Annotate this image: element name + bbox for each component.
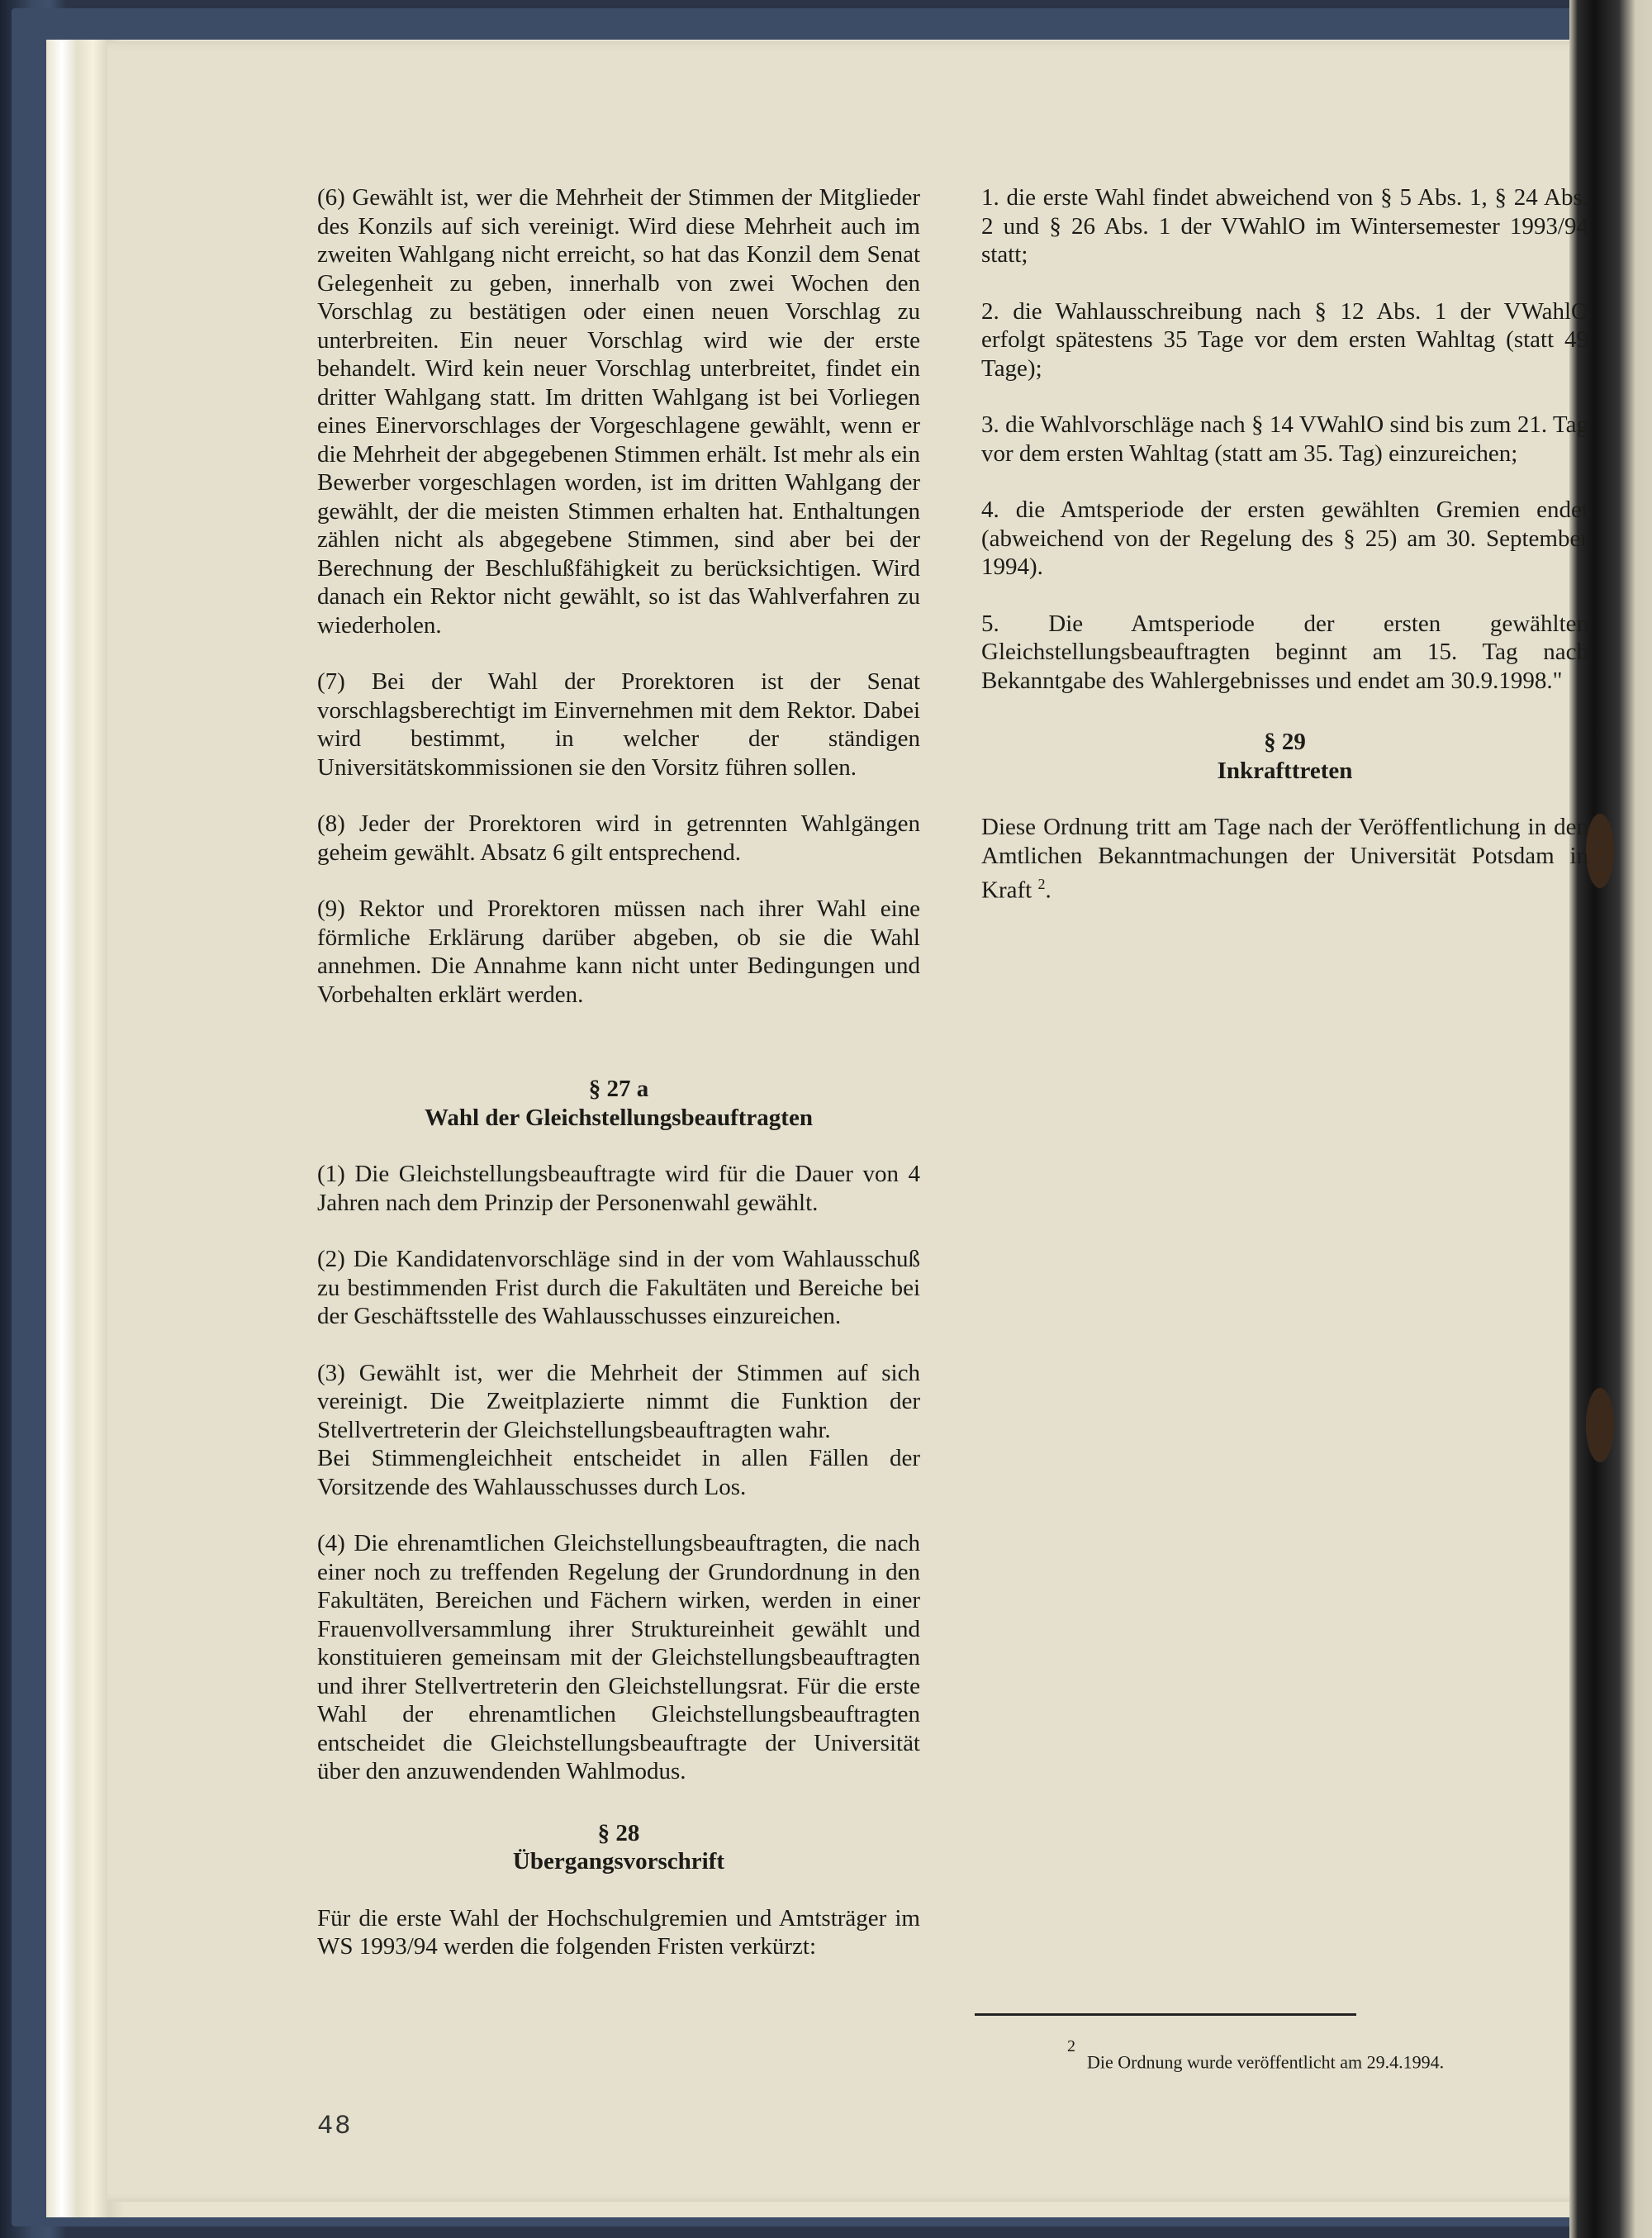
section-27a-paragraph-2: (2) Die Kandidatenvorschläge sind in der vom Wahlausschuß zu bestimmenden Frist durch die Fakultäten und Bereiche bei der Geschäftsstelle des Wahlausschusses einzureichen. xyxy=(317,1246,920,1329)
list-item-2: 2. die Wahlausschreibung nach § 12 Abs. 1 der VWahlO erfolgt spätestens 35 Tage vor dem ersten Wahltag (statt 49 Tage); xyxy=(981,297,1588,382)
list-item-3: 3. die Wahlvorschläge nach § 14 VWahlO sind bis zum 21. Tag vor dem ersten Wahltag (statt am 35. Tag) einzureichen; xyxy=(981,411,1588,467)
page-number: 48 xyxy=(317,2111,353,2141)
section-28-number: § 28 xyxy=(597,1819,640,1846)
section-28-intro: Für die erste Wahl der Hochschulgremien und Amtsträger im WS 1993/94 werden die folgenden Fristen verkürzt: xyxy=(317,1904,920,1960)
section-29-body: Diese Ordnung tritt am Tage nach der Veröffentlichung in den Amtlichen Bekanntmachungen der Universität Potsdam in Kraft xyxy=(981,814,1588,904)
binding-hole-top xyxy=(1586,814,1614,888)
section-27a-title: Wahl der Gleichstellungsbeauftragten xyxy=(425,1104,813,1131)
left-column xyxy=(317,183,920,1961)
paragraph-9: (9) Rektor und Prorektoren müssen nach ihrer Wahl eine förmliche Erklärung darüber abgeben, ob sie die Wahl annehmen. Die Annahme kann nicht unter Bedingungen und Vorbehalten erklärt werden. xyxy=(317,896,920,1008)
paragraph-8: (8) Jeder der Prorektoren wird in getrennten Wahlgängen geheim gewählt. Absatz 6 gilt entsprechend. xyxy=(317,810,920,866)
paragraph-7: (7) Bei der Wahl der Prorektoren ist der Senat vorschlagsberechtigt im Einvernehmen mit dem Rektor. Dabei wird bestimmt, in welcher der ständigen Universitätskommissionen sie den Vorsitz führen sollen. xyxy=(317,668,920,781)
section-27a-paragraph-1: (1) Die Gleichstellungsbeauftragte wird für die Dauer von 4 Jahren nach dem Prinzip der Personenwahl gewählt. xyxy=(317,1161,920,1216)
binding-hole-bottom xyxy=(1586,1388,1614,1462)
paragraph-6: (6) Gewählt ist, wer die Mehrheit der Stimmen der Mitglieder des Konzils auf sich vereinigt. Wird diese Mehrheit auch im zweiten Wahlgang nicht erreicht, so hat das Konzil dem Senat Gelegenheit zu geben, innerhalb von zwei Wochen den Vorschlag zu bestätigen oder einen neuen Vorschlag zu unterbreiten. Ein neuer Vorschlag wird wie der erste behandelt. Wird kein neuer Vorschlag unterbreitet, findet ein dritter Wahlgang statt. Im dritten Wahlgang ist bei Vorliegen eines Einervorschlages der Vorgeschlagene gewählt, wenn er die Mehrheit der abgegebenen Stimmen erhält. Ist mehr als ein Bewerber vorgeschlagen worden, ist im dritten Wahlgang der gewählt, der die meisten Stimmen erhalten hat. Enthaltungen zählen nicht als abgegebene Stimmen, sind aber bei der Berechnung der Beschlußfähigkeit zu berücksichtigen. Wird danach ein Rektor nicht gewählt, so ist das Wahlverfahren zu wiederholen. xyxy=(317,184,920,639)
section-29-title: Inkrafttreten xyxy=(1217,757,1353,784)
footnote xyxy=(1067,2037,1445,2073)
footnote-rule xyxy=(975,2013,1356,2016)
section-27a-number: § 27 a xyxy=(588,1076,649,1102)
list-item-4: 4. die Amtsperiode der ersten gewählten Gremien endet (abweichend von der Regelung des § 25) am 30. September 1994). xyxy=(981,497,1588,580)
list-item-5: 5. Die Amtsperiode der ersten gewählten Gleichstellungsbeauftragten beginnt am 15. Tag nach Bekanntgabe des Wahlergebnisses und endet am 30.9.1998." xyxy=(981,610,1588,694)
footnote-text: Die Ordnung wurde veröffentlicht am 29.4.1994. xyxy=(1087,2051,1445,2073)
section-29-text xyxy=(981,813,1588,905)
right-column xyxy=(981,183,1588,905)
footnote-marker: 2 xyxy=(1067,2037,1075,2055)
list-item-1: 1. die erste Wahl findet abweichend von § 5 Abs. 1, § 24 Abs. 2 und § 26 Abs. 1 der VWahlO im Wintersemester 1993/94 statt; xyxy=(981,184,1588,268)
section-28-title: Übergangsvorschrift xyxy=(512,1848,725,1875)
section-27a-paragraph-3b: Bei Stimmengleichheit entscheidet in allen Fällen der Vorsitzende des Wahlausschusses durch Los. xyxy=(317,1445,920,1500)
section-29-end: . xyxy=(1045,877,1051,904)
section-29-number: § 29 xyxy=(1264,729,1306,755)
section-27a-paragraph-3a: (3) Gewählt ist, wer die Mehrheit der Stimmen auf sich vereinigt. Die Zweitplazierte nimmt die Funktion der Stellvertreterin der Gleichstellungsbeauftragten wahr. xyxy=(317,1359,920,1443)
section-27a-paragraph-4: (4) Die ehrenamtlichen Gleichstellungsbeauftragten, die nach einer noch zu treffenden Regelung der Grundordnung in den Fakultäten, Bereichen und Fächern wirken, werden in einer Frauenvollversammlung ihrer Struktureinheit gewählt und konstituieren gemeinsam mit der Gleichstellungsbeauftragten und ihrer Stellvertreterin den Gleichstellungsrat. Für die erste Wahl der ehrenamtlichen Gleichstellungsbeauftragten entscheidet die Gleichstellungsbeauftragte der Universität über den anzuwendenden Wahlmodus. xyxy=(317,1530,920,1784)
footnote-reference: 2 xyxy=(1037,876,1046,892)
